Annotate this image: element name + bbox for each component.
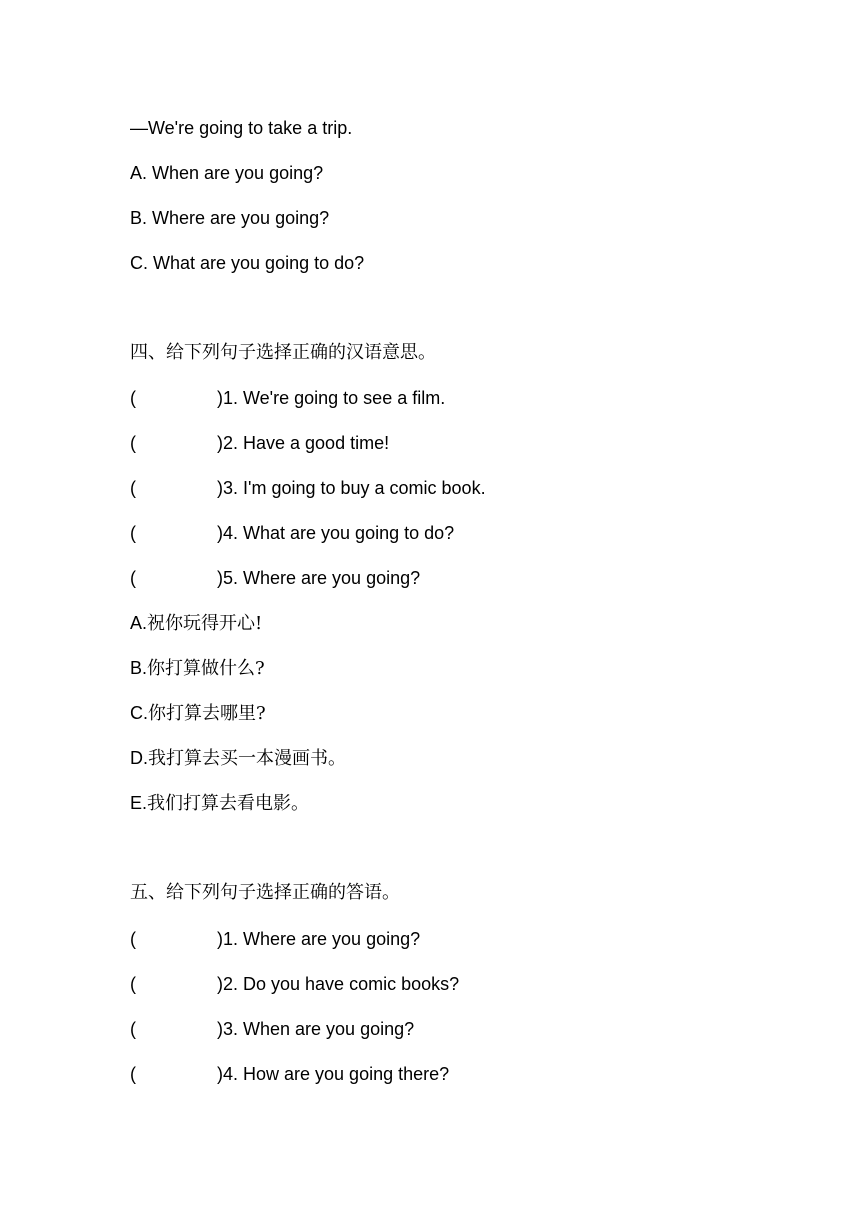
section-5-item-1 [130,927,420,951]
choice-text: 你打算做什么? [147,658,265,679]
item-text: )5. Where are you going? [217,568,421,588]
answer-blank[interactable]: ( [130,974,136,994]
answer-blank[interactable]: ( [130,568,136,588]
choice-text: 祝你玩得开心! [147,613,263,634]
item-text: )4. What are you going to do? [217,523,455,543]
section-5-item-2 [130,972,459,996]
section-4-item-3 [130,476,486,500]
answer-blank[interactable]: ( [130,929,136,949]
item-text: )2. Have a good time! [217,433,390,453]
section-5-heading: 五、给下列句子选择正确的答语。 [130,882,400,903]
item-text: )1. Where are you going? [217,929,421,949]
answer-blank[interactable]: ( [130,1019,136,1039]
choice-text: 我们打算去看电影。 [147,793,310,814]
choice-c [130,701,266,726]
item-text: )4. How are you going there? [217,1064,450,1084]
choice-letter: B. [130,658,148,678]
choice-letter: D. [130,748,148,768]
answer-blank[interactable]: ( [130,523,136,543]
choice-text: 你打算去哪里? [148,703,266,724]
item-text: )3. I'm going to buy a comic book. [217,478,486,498]
answer-blank[interactable]: ( [130,1064,136,1084]
question-prompt: —We're going to take a trip. [130,118,353,138]
section-4-item-1 [130,386,445,410]
item-text: )3. When are you going? [217,1019,415,1039]
choice-letter: E. [130,793,148,813]
section-5-item-3 [130,1017,414,1041]
section-4-item-2 [130,431,389,455]
choice-d [130,746,346,771]
choice-letter: A. [130,613,148,633]
item-text: )2. Do you have comic books? [217,974,460,994]
item-text: )1. We're going to see a film. [217,388,446,408]
option-c: C. What are you going to do? [130,253,365,273]
section-4-item-5 [130,566,420,590]
choice-letter: C. [130,703,148,723]
answer-blank[interactable]: ( [130,433,136,453]
option-a: A. When are you going? [130,163,324,183]
choice-text: 我打算去买一本漫画书。 [148,748,346,769]
section-4-heading: 四、给下列句子选择正确的汉语意思。 [130,342,436,363]
section-5-item-4 [130,1062,449,1086]
choice-a [130,611,262,636]
section-4-item-4 [130,521,454,545]
choice-b [130,656,265,681]
answer-blank[interactable]: ( [130,388,136,408]
choice-e [130,791,309,816]
option-b: B. Where are you going? [130,208,330,228]
answer-blank[interactable]: ( [130,478,136,498]
